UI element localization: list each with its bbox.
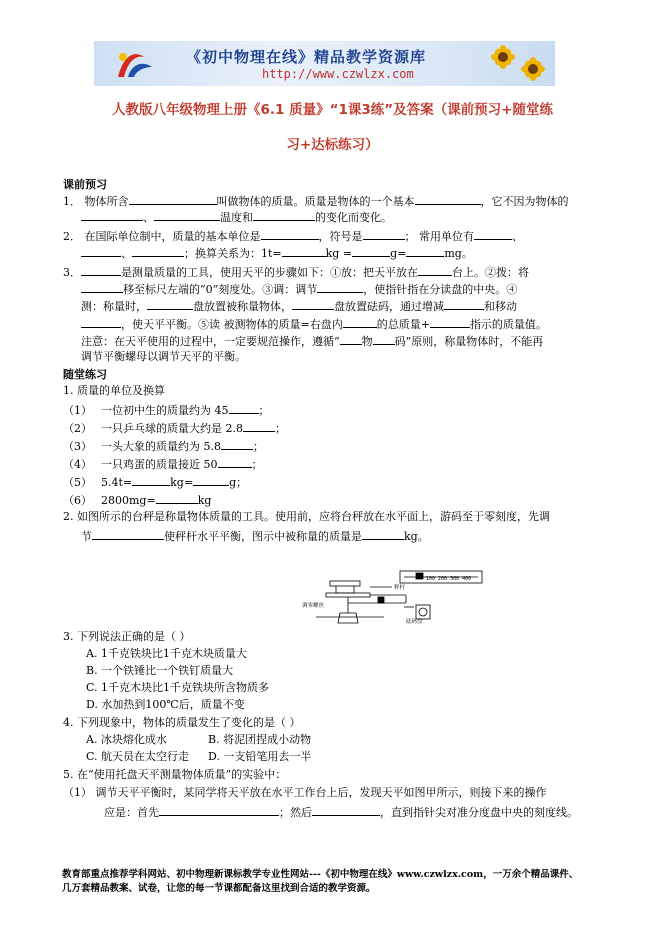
pre-q2-line2: 、 ；换算关系为：1t= kg = g= mg。 xyxy=(81,245,473,261)
practice-q5-1-line2: 应是：首先 ；然后 ，直到指针尖对准分度盘中央的刻度线。 xyxy=(104,806,578,819)
footer-line1: 教育部重点推荐学科网站、初中物理新课标教学专业性网站---《初中物理在线》www.czwlzx.com，一万余个精品课件、 xyxy=(62,869,579,880)
doc-title-line1: 人教版八年级物理上册《6.1 质量》“1课3练”及答案（课前预习+随堂练 xyxy=(112,102,553,118)
header-banner xyxy=(94,41,555,86)
q4-option-b[interactable]: B. 将泥团捏成小动物 xyxy=(208,733,312,746)
practice-item-3: （3） 一头大象的质量约为 5.8 ； xyxy=(63,440,264,453)
q3-option-d[interactable]: D. 水加热到100℃后，质量不变 xyxy=(86,698,245,711)
footer-line2: 几万套精品教案、试卷，让您的每一节课都配备这里找到合适的教学资源。 xyxy=(62,883,376,894)
practice-item-1: （1） 一位初中生的质量约为 45 ； xyxy=(63,404,270,417)
practice-q2-line1: 2. 如图所示的台秤是称量物体质量的工具。使用前，应将台秤放在水平面上，游码至于零刻度，先调 xyxy=(63,510,550,523)
pre-note-line2: 调节平衡螺母以调节天平的平衡。 xyxy=(81,350,246,363)
practice-q3: 3. 下列说法正确的是（ ） xyxy=(63,630,191,643)
practice-item-5: （5） 5.4t= kg= g； xyxy=(63,476,248,489)
practice-item-4: （4） 一只鸡蛋的质量接近 50 ； xyxy=(63,458,263,471)
q4-option-c[interactable]: C. 航天员在太空行走 xyxy=(86,750,190,763)
practice-q4: 4. 下列现象中，物体的质量发生了变化的是（ ） xyxy=(63,716,301,729)
pre-note-line1: 注意：在天平使用的过程中，一定要规范操作，遵循“ 物 码”原则，称量物体时，不能再 xyxy=(81,335,544,348)
banner-title: 《初中物理在线》精品教学资源库 xyxy=(186,48,427,66)
pre-q1-line2: 、 温度和 的变化而变化。 xyxy=(81,209,392,225)
site-logo-icon xyxy=(114,47,154,81)
practice-q1: 1. 质量的单位及换算 xyxy=(63,384,165,397)
platform-scale-figure xyxy=(296,567,484,625)
q3-option-c[interactable]: C. 1千克木块比1千克铁块所含物质多 xyxy=(86,681,270,694)
fig-label-pan: 砝码盘 xyxy=(406,619,423,625)
practice-item-6: （6） 2800mg= kg xyxy=(63,494,212,507)
fig-label-poise: 秤杆 xyxy=(394,585,406,591)
q3-option-a[interactable]: A. 1千克铁块比1千克木块质量大 xyxy=(86,647,247,660)
section-pre-study: 课前预习 xyxy=(63,178,107,191)
practice-q2-line2: 节 使秤杆水平平衡，图示中被称量的质量是 kg。 xyxy=(81,530,429,543)
practice-item-2: （2） 一只乒乓球的质量大约是 2.8 ； xyxy=(63,422,286,435)
practice-q5: 5. 在“使用托盘天平测量物体质量”的实验中： xyxy=(63,768,287,781)
sunflower-icon xyxy=(481,43,551,85)
banner-url[interactable]: http://www.czwlzx.com xyxy=(262,67,414,81)
pre-q3-line3: 测：称量时， 盘放置被称量物体， 盘放置砝码，通过增减 和移动 xyxy=(81,300,517,313)
q3-option-b[interactable]: B. 一个铁锤比一个铁钉质量大 xyxy=(86,664,234,677)
practice-q5-1-line1: （1） 调节天平平衡时，某同学将天平放在水平工作台上后，发现天平如图甲所示，则接下来的操作 xyxy=(63,786,547,799)
pre-q1-line1: 1． 物体所含 叫做物体的质量。质量是物体的一个基本 ，它不因为物体的 xyxy=(63,195,569,208)
pre-q3-line1: 3． 是测量质量的工具，使用天平的步骤如下：①放：把天平放在 台上。②拨：将 xyxy=(63,266,529,279)
section-practice: 随堂练习 xyxy=(63,368,107,381)
pre-q3-line4: ，使天平平衡。⑤读 被测物体的质量=右盘内 的总质量+ 指示的质量值。 xyxy=(81,316,547,332)
q4-option-d[interactable]: D. 一支铅笔用去一半 xyxy=(208,750,312,763)
pre-q3-line2: 移至标尺左端的“0”刻度处。③调：调节 ，使指针指在分读盘的中央。④ xyxy=(81,281,517,297)
q4-option-a[interactable]: A. 冰块熔化成水 xyxy=(86,733,167,746)
svg-text:100 200 300 400: 100 200 300 400 xyxy=(426,576,472,582)
fig-label-screw: 调零螺丝 xyxy=(302,603,325,609)
pre-q2-line1: 2． 在国际单位制中，质量的基本单位是 ，符号是 ； 常用单位有 、 xyxy=(63,230,523,243)
doc-title-line2: 习+达标练习） xyxy=(286,137,379,153)
